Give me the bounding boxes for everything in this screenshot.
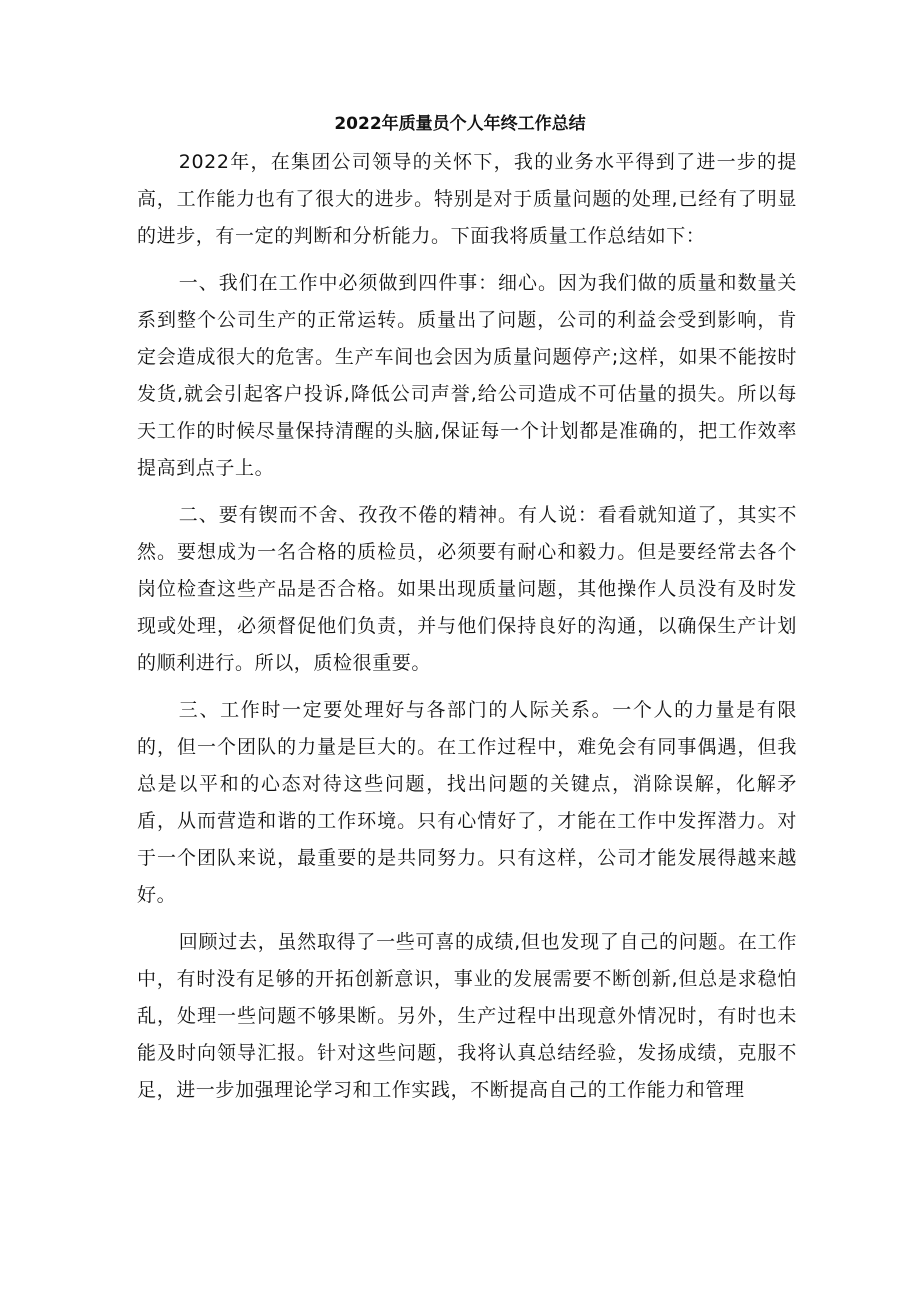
document-title: 2022年质量员个人年终工作总结 [334,114,586,134]
paragraph-review: 回顾过去，虽然取得了一些可喜的成绩,但也发现了自己的问题。在工作中，有时没有足够的开拓创新意识，事业的发展需要不断创新,但总是求稳怕乱，处理一些问题不够果断。另外，生产过程中出现意外情况时，有时也未能及时向领导汇报。针对这些问题，我将认真总结经验，发扬成绩，克服不足，进一步加强理论学习和工作实践，不断提高自己的工作能力和管理 [137,931,797,1101]
paragraph-point-one: 一、我们在工作中必须做到四件事：细心。因为我们做的质量和数量关系到整个公司生产的正常运转。质量出了问题，公司的利益会受到影响，肯定会造成很大的危害。生产车间也会因为质量问题停产;这样，如果不能按时发货,就会引起客户投诉,降低公司声誉,给公司造成不可估量的损失。所以每天工作的时候尽量保持清醒的头脑,保证每一个计划都是准确的，把工作效率提高到点子上。 [137,272,797,479]
paragraph-intro: 2022年，在集团公司领导的关怀下，我的业务水平得到了进一步的提高，工作能力也有了很大的进步。特别是对于质量问题的处理,已经有了明显的进步，有一定的判断和分析能力。下面我将质量工作总结如下： [137,151,797,247]
paragraph-point-two: 二、要有锲而不舍、孜孜不倦的精神。有人说：看看就知道了，其实不然。要想成为一名合格的质检员，必须要有耐心和毅力。但是要经常去各个岗位检查这些产品是否合格。如果出现质量问题，其他操作人员没有及时发现或处理，必须督促他们负责，并与他们保持良好的沟通，以确保生产计划的顺利进行。所以，质检很重要。 [137,504,797,674]
paragraph-point-three: 三、工作时一定要处理好与各部门的人际关系。一个人的力量是有限的，但一个团队的力量是巨大的。在工作过程中，难免会有同事偶遇，但我总是以平和的心态对待这些问题，找出问题的关键点，消除误解，化解矛盾，从而营造和谐的工作环境。只有心情好了，才能在工作中发挥潜力。对于一个团队来说，最重要的是共同努力。只有这样，公司才能发展得越来越好。 [137,699,797,906]
document-body [137,144,797,1119]
